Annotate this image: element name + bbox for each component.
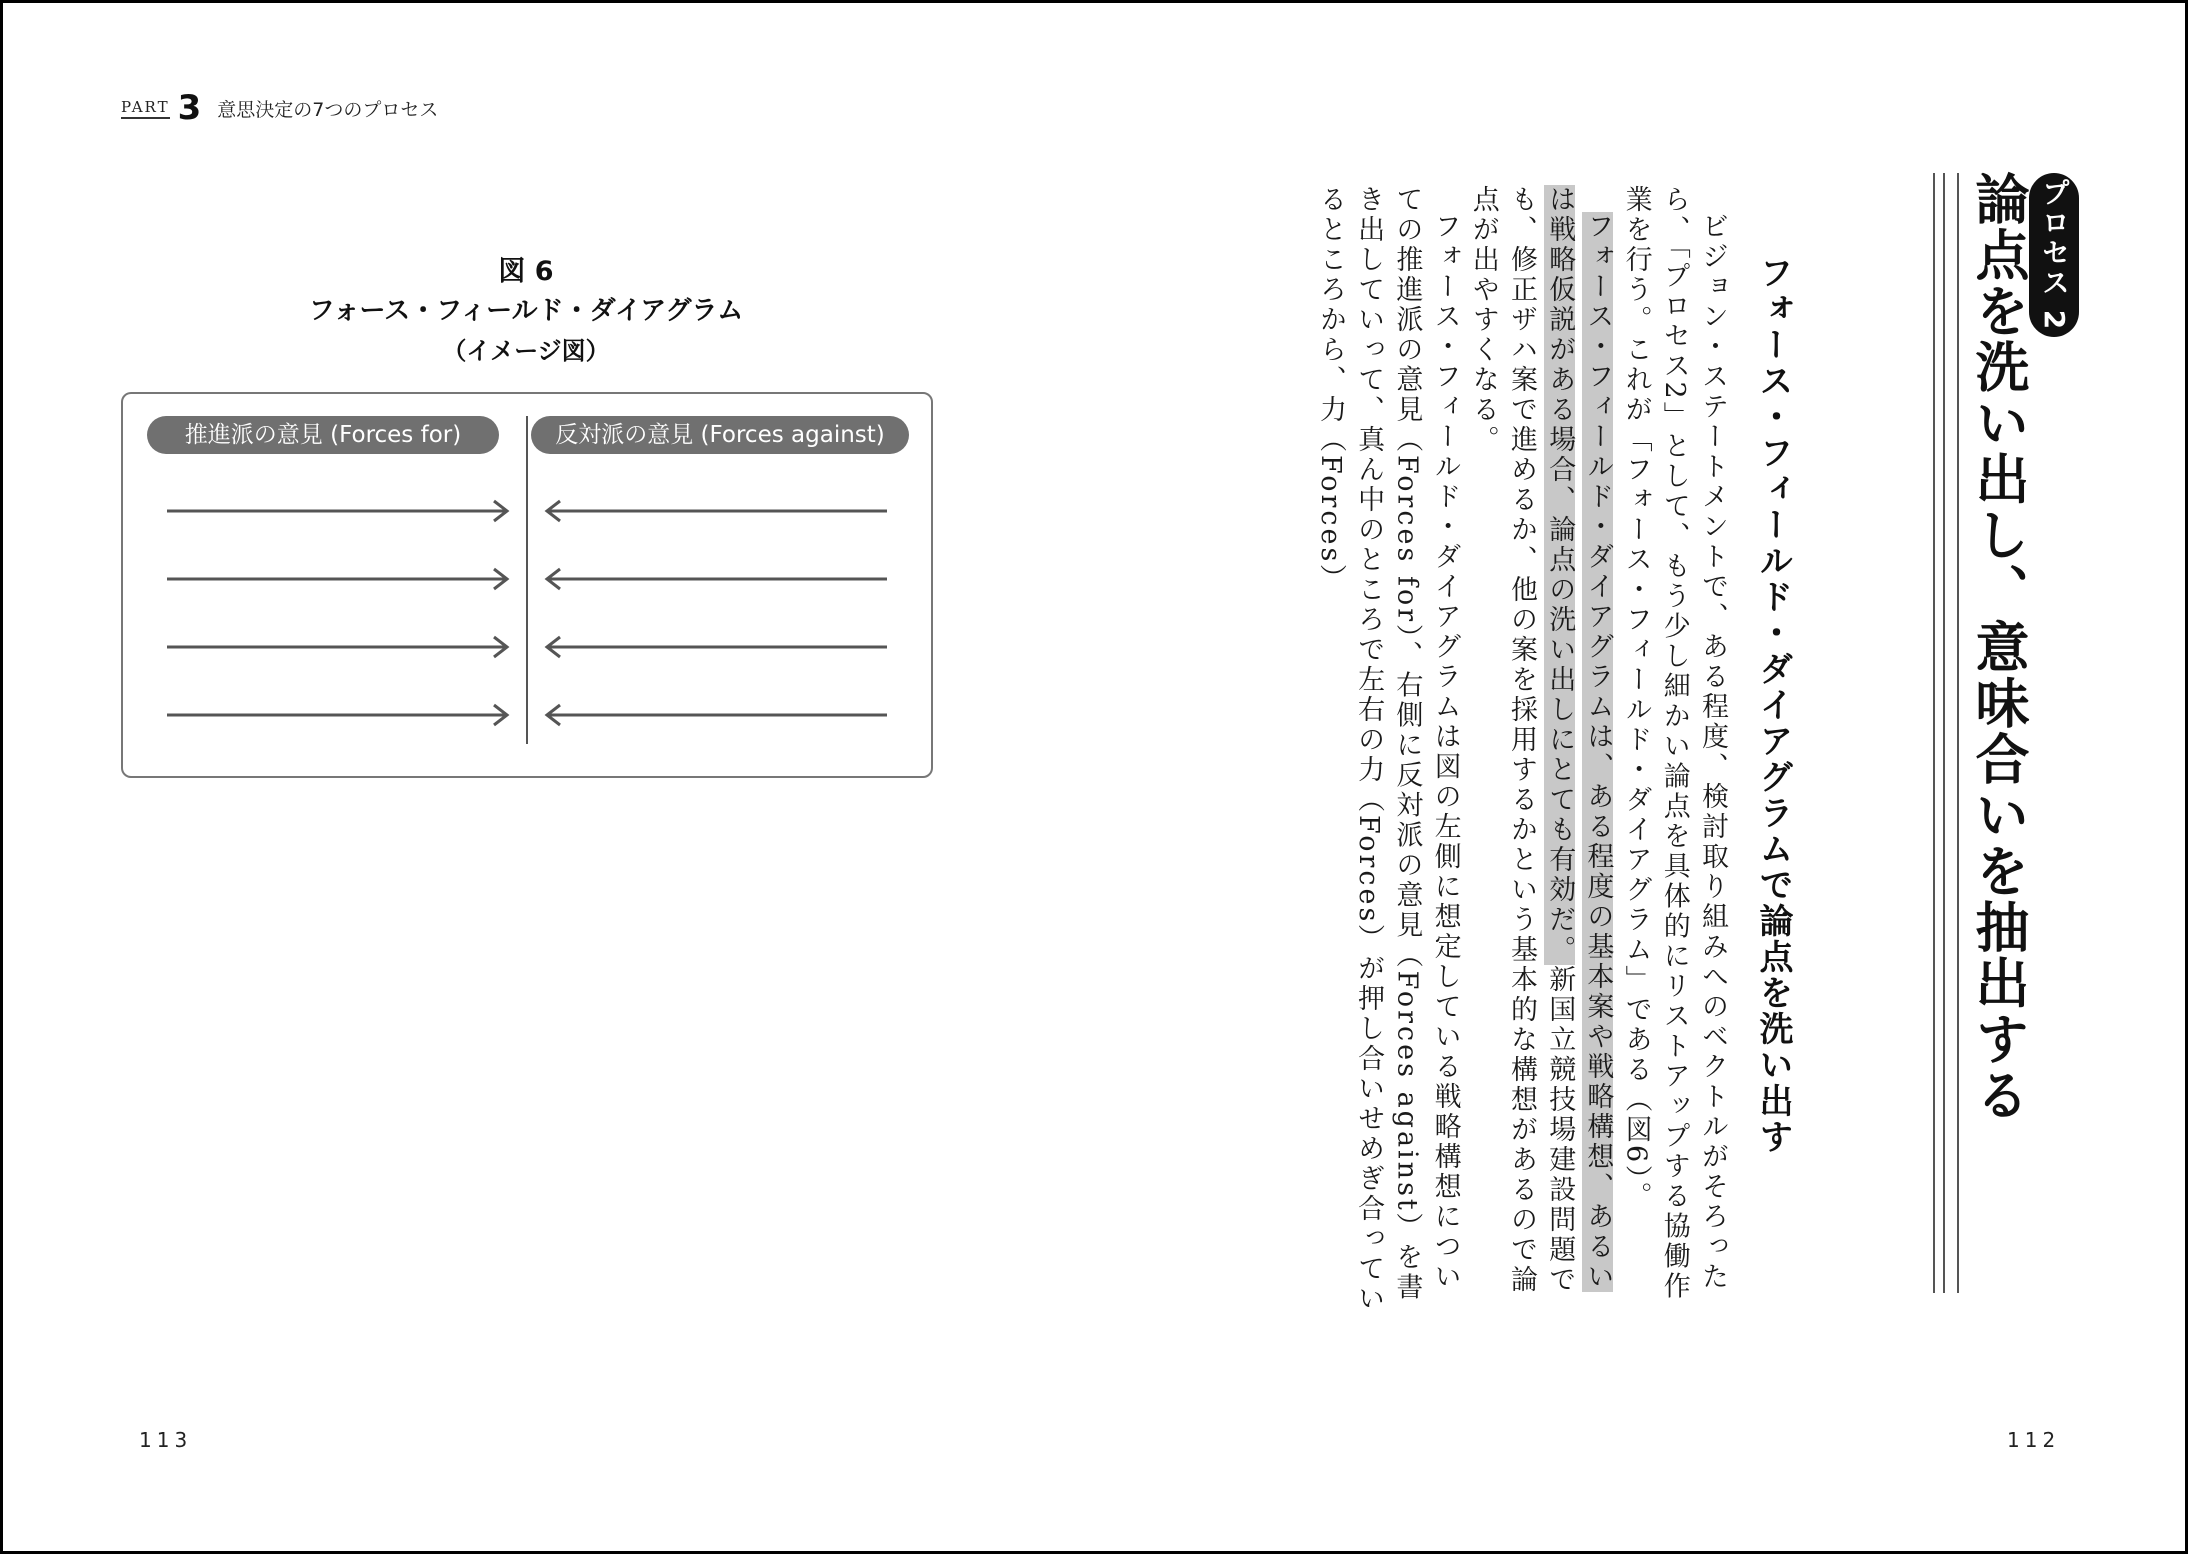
page-number-left: 113 [139, 1428, 193, 1452]
paragraph-2-rest: 新国立競技場建設問題でも、修正ザハ案で進めるか、他の案を採用するかという基本的な構想があるので論点が出やすくなる。 [1467, 185, 1576, 1295]
paragraph-2 [1464, 185, 1617, 1315]
forces-against-header: 反対派の意見 (Forces against) [531, 416, 909, 454]
part-title: 意思決定の7つのプロセス [217, 98, 439, 121]
paragraph-1: ビジョン・ステートメントで、ある程度、検討取り組みへのベクトルがそろったら、「プロセス2」として、もう少し細かい論点を具体的にリストアップする協働作業を行う。これが「フォース・フィールド・ダイアグラム」である（図6）。 [1620, 185, 1728, 1302]
body-text [1221, 185, 1731, 1315]
section-title: フォース・フィールド・ダイアグラムで論点を洗い出す [1753, 255, 1793, 1155]
figure-title: フォース・フィールド・ダイアグラム [308, 296, 744, 326]
paragraph-3: フォース・フィールド・ダイアグラムは図の左側に想定している戦略構想についての推進派の意見（Forces for）、右側に反対派の意見（Forces against）を書き出していって、真ん中のところで左右の力（Forces）が押し合いせめぎ合っているところから、力（Forces） [1314, 185, 1461, 1315]
figure-caption [121, 253, 931, 371]
triple-rule [1933, 173, 1959, 1293]
force-field-diagram [121, 392, 933, 778]
figure-number: 図 6 [498, 256, 554, 287]
process-badge: プロセス 2 [2029, 173, 2079, 337]
running-head [121, 88, 439, 128]
figure-subtitle: （イメージ図） [442, 337, 610, 365]
part-label: PART [121, 98, 170, 119]
chapter-title: 論点を洗い出し、意味合いを抽出する [1967, 171, 2030, 1123]
force-arrows [123, 394, 931, 776]
highlighted-text: フォース・フィールド・ダイアグラムは、ある程度の基本案や戦略構想、あるいは戦略仮説がある場合、論点の洗い出しにとても有効だ。 [1544, 185, 1614, 1292]
forces-for-header: 推進派の意見 (Forces for) [147, 416, 499, 454]
page-number-right: 112 [2007, 1428, 2061, 1452]
part-number: 3 [177, 88, 202, 128]
